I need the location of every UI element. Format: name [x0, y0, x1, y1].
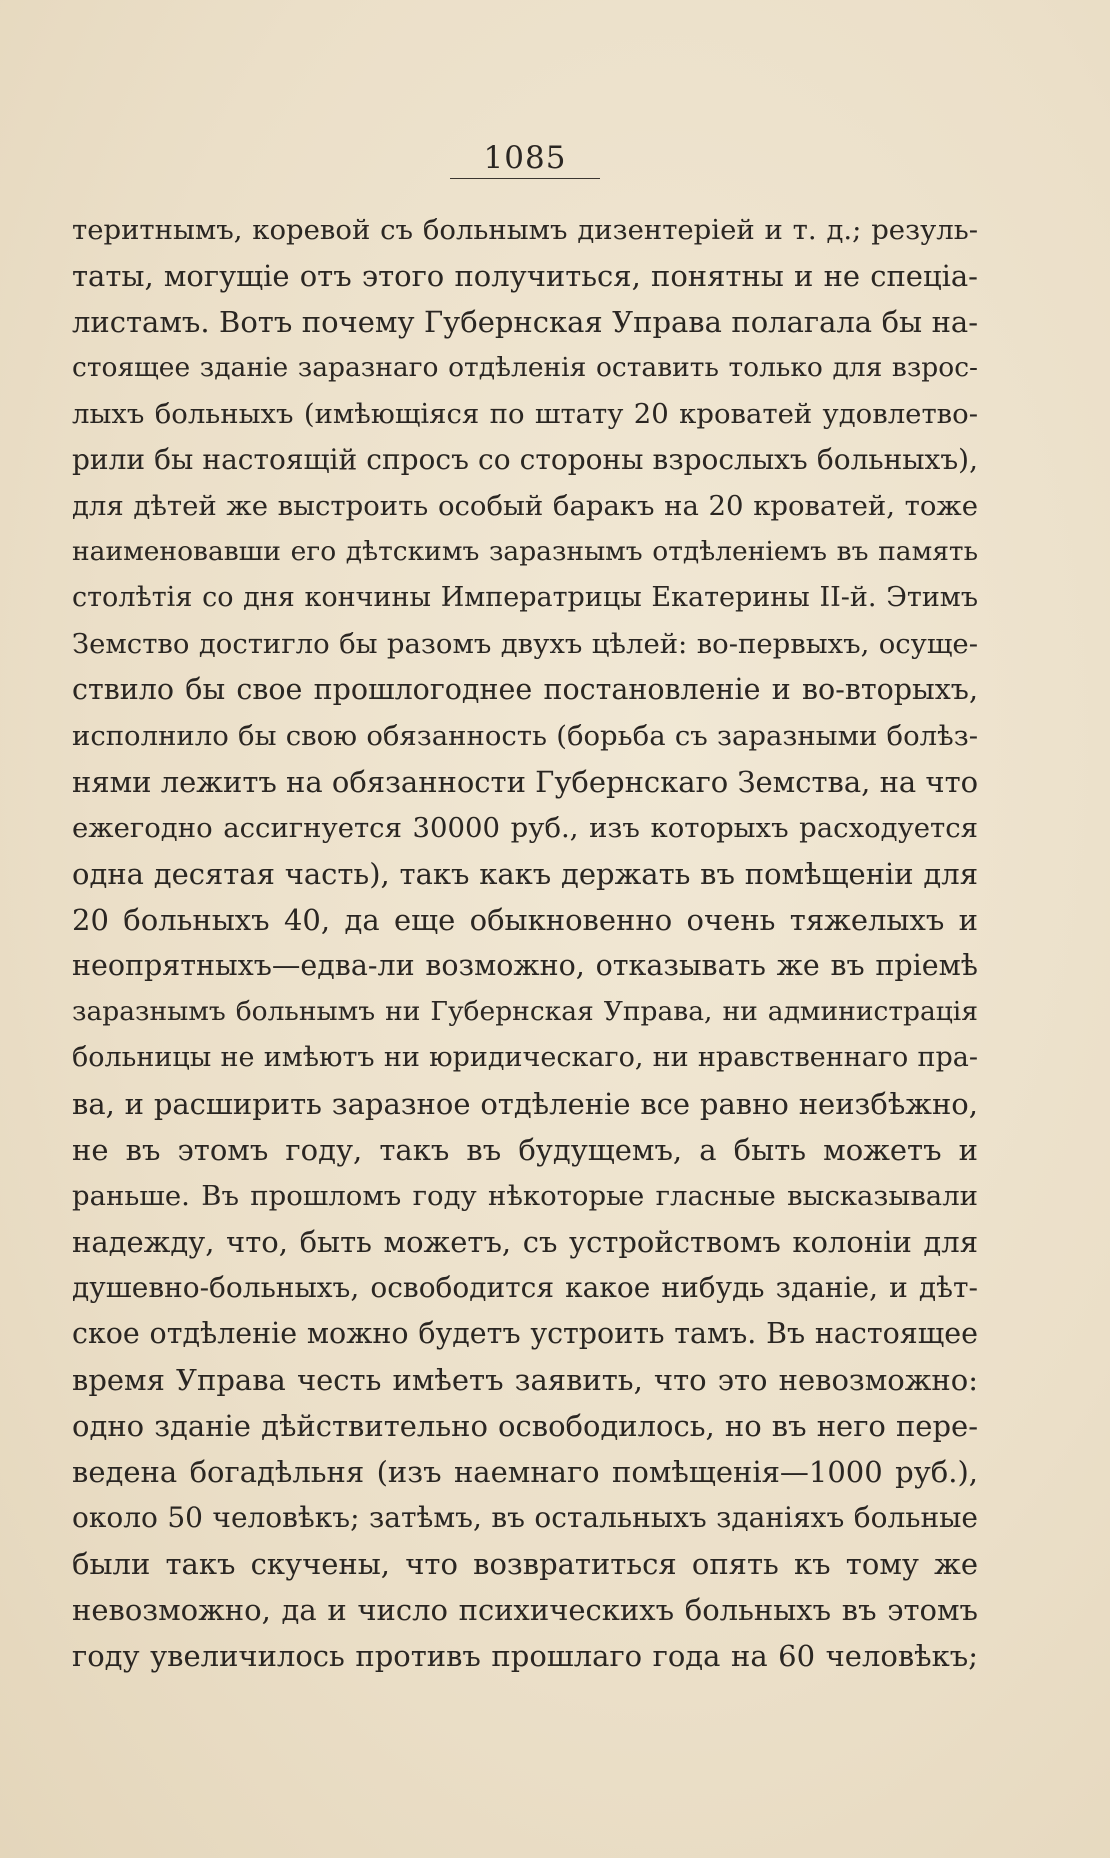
text-line: раньше. Въ прошломъ году нѣкоторые гласные высказывали [72, 1180, 978, 1212]
text-line: ведена богадѣльня (изъ наемнаго помѣщенія—1000 руб.), [72, 1455, 978, 1489]
text-line: ствило бы свое прошлогоднее постановленіе и во-вторыхъ, [72, 673, 978, 706]
text-line: надежду, что, быть можетъ, съ устройствомъ колоніи для [72, 1225, 978, 1259]
text-line: столѣтія со дня кончины Императрицы Екатерины II-й. Этимъ [72, 582, 978, 613]
text-line: время Управа честь имѣетъ заявить, что это невозможно: [72, 1363, 978, 1397]
text-line: теритнымъ, коревой съ больнымъ дизентеріей и т. д.; резуль- [72, 214, 978, 246]
text-line: для дѣтей же выстроить особый баракъ на 20 кроватей, тоже [72, 490, 978, 522]
text-line: рили бы настоящій спросъ со стороны взрослыхъ больныхъ), [72, 443, 978, 476]
text-line: 20 больныхъ 40, да еще обыкновенно очень тяжелыхъ и [72, 903, 978, 937]
text-line: листамъ. Вотъ почему Губернская Управа полагала бы на- [72, 305, 978, 339]
text-line: году увеличилось противъ прошлаго года на 60 человѣкъ; [72, 1639, 978, 1673]
text-line: одна десятая часть), такъ какъ держать въ помѣщеніи для [72, 857, 978, 891]
text-line: невозможно, да и число психическихъ больныхъ въ этомъ [72, 1593, 978, 1627]
text-line: около 50 человѣкъ; затѣмъ, въ остальныхъ зданіяхъ больные [72, 1501, 978, 1534]
text-line: больницы не имѣютъ ни юридическаго, ни нравственнаго пра- [72, 1042, 978, 1073]
text-line: неопрятныхъ—едва-ли возможно, отказывать же въ пріемѣ [72, 949, 978, 982]
body-text [72, 207, 978, 1679]
text-line: нями лежитъ на обязанности Губернскаго Земства, на что [72, 765, 978, 799]
text-line: душевно-больныхъ, освободится какое нибудь зданіе, и дѣт- [72, 1271, 978, 1304]
text-line: ежегодно ассигнуется 30000 руб., изъ которыхъ расходуется [72, 812, 978, 844]
text-line: ва, и расширить заразное отдѣленіе все равно неизбѣжно, [72, 1087, 978, 1121]
text-line: Земство достигло бы разомъ двухъ цѣлей: во-первыхъ, осуще- [72, 628, 978, 660]
text-line: не въ этомъ году, такъ въ будущемъ, а быть можетъ и [72, 1133, 978, 1167]
text-line: наименовавши его дѣтскимъ заразнымъ отдѣленіемъ въ память [72, 536, 978, 567]
page-number-rule [450, 178, 600, 179]
text-line: стоящее зданіе заразнаго отдѣленія оставить только для взрос- [72, 352, 978, 383]
text-line: лыхъ больныхъ (имѣющіяся по штату 20 кроватей удовлетво- [72, 398, 978, 430]
text-line: были такъ скучены, что возвратиться опять къ тому же [72, 1547, 978, 1581]
text-line: одно зданіе дѣйствительно освободилось, но въ него пере- [72, 1409, 978, 1443]
text-line: ское отдѣленіе можно будетъ устроить тамъ. Въ настоящее [72, 1317, 978, 1350]
text-line: таты, могущіе отъ этого получиться, понятны и не спеціа- [72, 259, 978, 293]
text-line: исполнило бы свою обязанность (борьба съ заразными болѣз- [72, 720, 978, 752]
text-line: заразнымъ больнымъ ни Губернская Управа, ни администрація [72, 996, 978, 1027]
page-number: 1085 [483, 140, 567, 176]
